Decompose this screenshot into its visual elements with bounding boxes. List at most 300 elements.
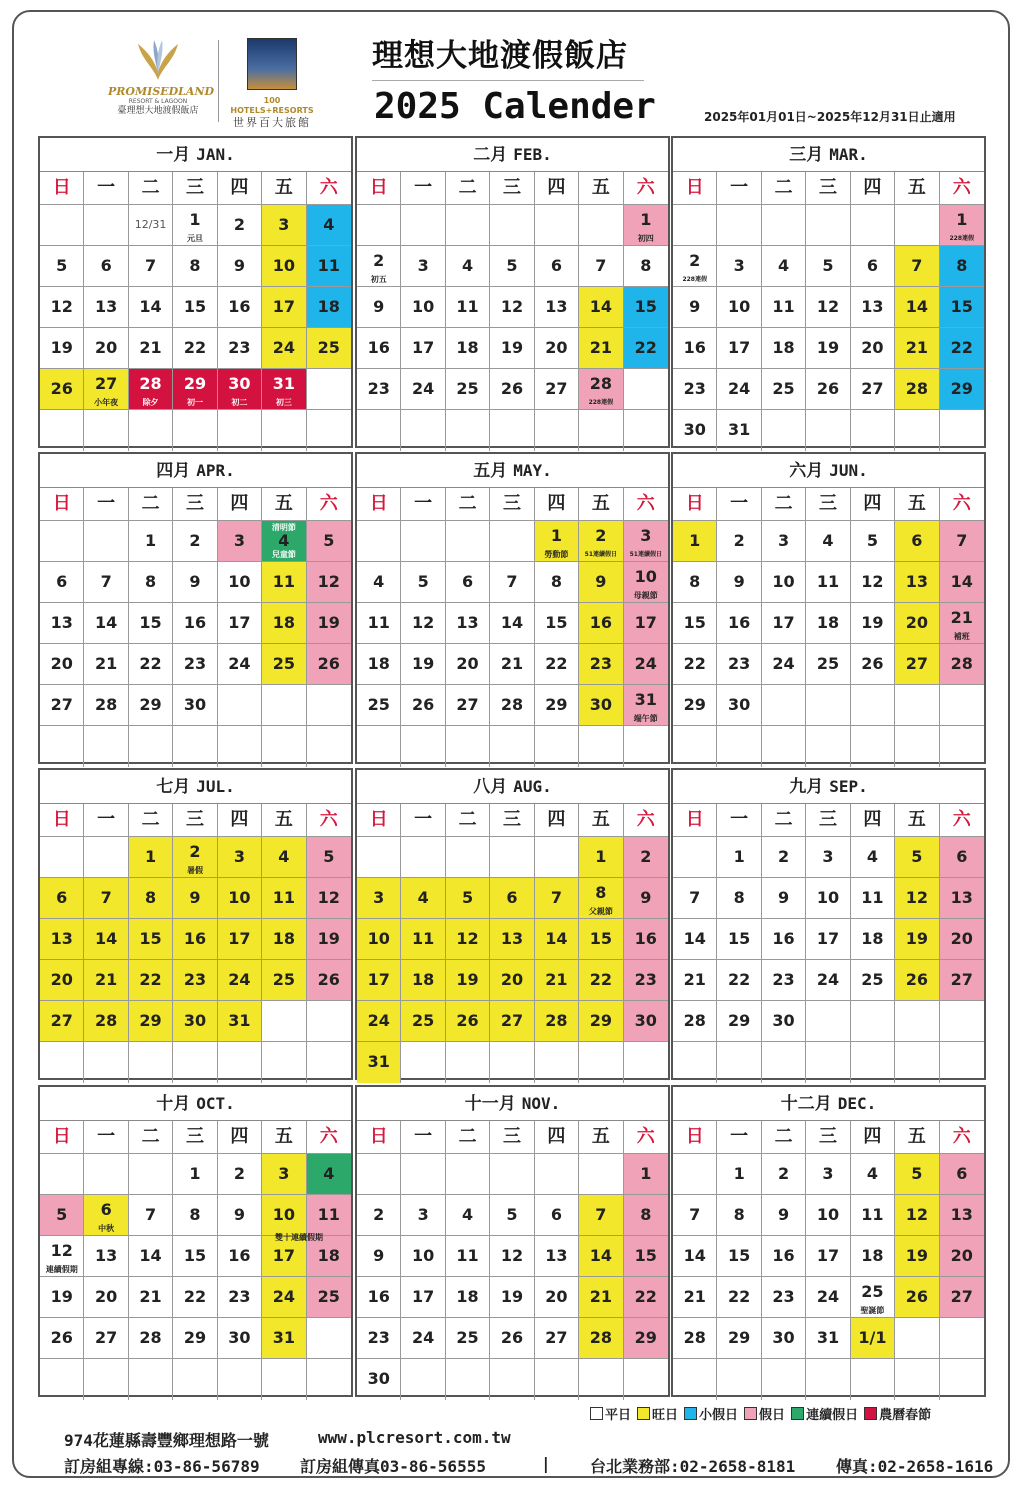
day-cell[interactable] xyxy=(762,919,806,960)
day-cell[interactable] xyxy=(762,328,806,369)
day-cell[interactable] xyxy=(806,1277,850,1318)
day-cell[interactable] xyxy=(806,1195,850,1236)
day-cell[interactable] xyxy=(895,919,939,960)
day-cell[interactable] xyxy=(579,919,623,960)
day-cell[interactable] xyxy=(84,1318,128,1359)
day-cell[interactable] xyxy=(762,1001,806,1042)
day-cell[interactable] xyxy=(446,919,490,960)
day-cell[interactable] xyxy=(84,287,128,328)
day-cell[interactable] xyxy=(307,562,351,603)
day-cell[interactable] xyxy=(129,1195,173,1236)
day-cell[interactable] xyxy=(262,960,306,1001)
day-cell[interactable] xyxy=(173,1154,217,1195)
day-cell[interactable] xyxy=(806,521,850,562)
day-cell[interactable] xyxy=(806,837,850,878)
day-cell[interactable] xyxy=(262,521,306,562)
day-cell[interactable] xyxy=(307,205,351,246)
day-cell[interactable] xyxy=(401,644,445,685)
day-cell[interactable] xyxy=(490,1236,534,1277)
day-cell[interactable] xyxy=(895,603,939,644)
day-cell[interactable] xyxy=(673,1277,717,1318)
day-cell[interactable] xyxy=(762,603,806,644)
day-cell[interactable] xyxy=(129,1277,173,1318)
day-cell[interactable] xyxy=(624,1154,668,1195)
day-cell[interactable] xyxy=(40,1277,84,1318)
day-cell[interactable] xyxy=(895,1195,939,1236)
day-cell[interactable] xyxy=(129,205,173,246)
day-cell[interactable] xyxy=(357,644,401,685)
day-cell[interactable] xyxy=(357,685,401,726)
day-cell[interactable] xyxy=(40,562,84,603)
day-cell[interactable] xyxy=(535,521,579,562)
day-cell[interactable] xyxy=(895,644,939,685)
day-cell[interactable] xyxy=(624,644,668,685)
day-cell[interactable] xyxy=(579,1277,623,1318)
day-cell[interactable] xyxy=(762,1236,806,1277)
day-cell[interactable] xyxy=(307,246,351,287)
day-cell[interactable] xyxy=(173,521,217,562)
day-cell[interactable] xyxy=(84,960,128,1001)
day-cell[interactable] xyxy=(851,1195,895,1236)
day-cell[interactable] xyxy=(535,1277,579,1318)
day-cell[interactable] xyxy=(401,1195,445,1236)
day-cell[interactable] xyxy=(717,246,761,287)
day-cell[interactable] xyxy=(84,603,128,644)
day-cell[interactable] xyxy=(262,1277,306,1318)
day-cell[interactable] xyxy=(84,1195,128,1236)
day-cell[interactable] xyxy=(218,205,262,246)
day-cell[interactable] xyxy=(262,562,306,603)
day-cell[interactable] xyxy=(624,521,668,562)
day-cell[interactable] xyxy=(624,287,668,328)
day-cell[interactable] xyxy=(262,1154,306,1195)
day-cell[interactable] xyxy=(446,287,490,328)
day-cell[interactable] xyxy=(579,521,623,562)
day-cell[interactable] xyxy=(357,1318,401,1359)
day-cell[interactable] xyxy=(717,603,761,644)
day-cell[interactable] xyxy=(357,369,401,410)
day-cell[interactable] xyxy=(579,562,623,603)
day-cell[interactable] xyxy=(446,960,490,1001)
day-cell[interactable] xyxy=(490,603,534,644)
day-cell[interactable] xyxy=(673,562,717,603)
day-cell[interactable] xyxy=(446,1277,490,1318)
day-cell[interactable] xyxy=(40,685,84,726)
day-cell[interactable] xyxy=(490,246,534,287)
day-cell[interactable] xyxy=(218,562,262,603)
day-cell[interactable] xyxy=(895,369,939,410)
day-cell[interactable] xyxy=(579,328,623,369)
day-cell[interactable] xyxy=(717,878,761,919)
day-cell[interactable] xyxy=(940,205,984,246)
day-cell[interactable] xyxy=(673,1195,717,1236)
day-cell[interactable] xyxy=(673,246,717,287)
day-cell[interactable] xyxy=(579,246,623,287)
day-cell[interactable] xyxy=(490,328,534,369)
day-cell[interactable] xyxy=(851,1277,895,1318)
day-cell[interactable] xyxy=(851,521,895,562)
day-cell[interactable] xyxy=(262,205,306,246)
day-cell[interactable] xyxy=(84,1277,128,1318)
day-cell[interactable] xyxy=(535,960,579,1001)
day-cell[interactable] xyxy=(446,644,490,685)
day-cell[interactable] xyxy=(357,1277,401,1318)
day-cell[interactable] xyxy=(357,878,401,919)
day-cell[interactable] xyxy=(40,644,84,685)
day-cell[interactable] xyxy=(173,685,217,726)
day-cell[interactable] xyxy=(446,369,490,410)
day-cell[interactable] xyxy=(579,644,623,685)
day-cell[interactable] xyxy=(173,369,217,410)
day-cell[interactable] xyxy=(262,1318,306,1359)
day-cell[interactable] xyxy=(762,287,806,328)
day-cell[interactable] xyxy=(673,1001,717,1042)
day-cell[interactable] xyxy=(357,1359,401,1400)
day-cell[interactable] xyxy=(535,369,579,410)
day-cell[interactable] xyxy=(490,1001,534,1042)
day-cell[interactable] xyxy=(84,919,128,960)
day-cell[interactable] xyxy=(218,960,262,1001)
day-cell[interactable] xyxy=(624,1277,668,1318)
day-cell[interactable] xyxy=(173,960,217,1001)
day-cell[interactable] xyxy=(895,878,939,919)
day-cell[interactable] xyxy=(806,1236,850,1277)
day-cell[interactable] xyxy=(673,287,717,328)
day-cell[interactable] xyxy=(218,1236,262,1277)
day-cell[interactable] xyxy=(218,919,262,960)
day-cell[interactable] xyxy=(940,562,984,603)
day-cell[interactable] xyxy=(401,369,445,410)
day-cell[interactable] xyxy=(307,878,351,919)
day-cell[interactable] xyxy=(940,960,984,1001)
day-cell[interactable] xyxy=(307,1195,351,1236)
day-cell[interactable] xyxy=(401,1318,445,1359)
day-cell[interactable] xyxy=(84,246,128,287)
day-cell[interactable] xyxy=(40,328,84,369)
day-cell[interactable] xyxy=(40,1318,84,1359)
day-cell[interactable] xyxy=(673,1318,717,1359)
day-cell[interactable] xyxy=(129,603,173,644)
day-cell[interactable] xyxy=(579,878,623,919)
day-cell[interactable] xyxy=(173,1195,217,1236)
day-cell[interactable] xyxy=(806,878,850,919)
day-cell[interactable] xyxy=(673,328,717,369)
day-cell[interactable] xyxy=(535,603,579,644)
day-cell[interactable] xyxy=(535,1236,579,1277)
day-cell[interactable] xyxy=(851,287,895,328)
day-cell[interactable] xyxy=(717,1236,761,1277)
day-cell[interactable] xyxy=(762,1318,806,1359)
day-cell[interactable] xyxy=(673,878,717,919)
day-cell[interactable] xyxy=(673,685,717,726)
day-cell[interactable] xyxy=(535,644,579,685)
day-cell[interactable] xyxy=(40,603,84,644)
day-cell[interactable] xyxy=(446,878,490,919)
day-cell[interactable] xyxy=(851,878,895,919)
day-cell[interactable] xyxy=(173,205,217,246)
day-cell[interactable] xyxy=(129,328,173,369)
day-cell[interactable] xyxy=(129,878,173,919)
day-cell[interactable] xyxy=(579,960,623,1001)
day-cell[interactable] xyxy=(579,287,623,328)
day-cell[interactable] xyxy=(717,410,761,451)
day-cell[interactable] xyxy=(762,369,806,410)
day-cell[interactable] xyxy=(446,328,490,369)
day-cell[interactable] xyxy=(129,1236,173,1277)
day-cell[interactable] xyxy=(129,960,173,1001)
day-cell[interactable] xyxy=(940,246,984,287)
day-cell[interactable] xyxy=(717,369,761,410)
day-cell[interactable] xyxy=(490,1195,534,1236)
day-cell[interactable] xyxy=(84,369,128,410)
day-cell[interactable] xyxy=(717,685,761,726)
day-cell[interactable] xyxy=(357,1042,401,1083)
day-cell[interactable] xyxy=(940,919,984,960)
day-cell[interactable] xyxy=(401,246,445,287)
day-cell[interactable] xyxy=(401,287,445,328)
day-cell[interactable] xyxy=(84,1236,128,1277)
day-cell[interactable] xyxy=(262,246,306,287)
day-cell[interactable] xyxy=(624,246,668,287)
day-cell[interactable] xyxy=(624,1001,668,1042)
day-cell[interactable] xyxy=(129,1318,173,1359)
day-cell[interactable] xyxy=(218,1318,262,1359)
day-cell[interactable] xyxy=(806,919,850,960)
day-cell[interactable] xyxy=(307,837,351,878)
day-cell[interactable] xyxy=(218,1001,262,1042)
day-cell[interactable] xyxy=(357,287,401,328)
day-cell[interactable] xyxy=(851,328,895,369)
day-cell[interactable] xyxy=(895,1236,939,1277)
day-cell[interactable] xyxy=(717,328,761,369)
day-cell[interactable] xyxy=(173,246,217,287)
day-cell[interactable] xyxy=(579,1001,623,1042)
day-cell[interactable] xyxy=(490,960,534,1001)
day-cell[interactable] xyxy=(262,603,306,644)
day-cell[interactable] xyxy=(851,1236,895,1277)
day-cell[interactable] xyxy=(624,685,668,726)
day-cell[interactable] xyxy=(579,603,623,644)
day-cell[interactable] xyxy=(624,1236,668,1277)
day-cell[interactable] xyxy=(357,603,401,644)
day-cell[interactable] xyxy=(490,1318,534,1359)
day-cell[interactable] xyxy=(262,328,306,369)
day-cell[interactable] xyxy=(401,1236,445,1277)
day-cell[interactable] xyxy=(129,562,173,603)
day-cell[interactable] xyxy=(535,685,579,726)
day-cell[interactable] xyxy=(40,287,84,328)
day-cell[interactable] xyxy=(401,685,445,726)
day-cell[interactable] xyxy=(806,603,850,644)
day-cell[interactable] xyxy=(401,328,445,369)
day-cell[interactable] xyxy=(762,644,806,685)
day-cell[interactable] xyxy=(40,369,84,410)
day-cell[interactable] xyxy=(129,685,173,726)
day-cell[interactable] xyxy=(851,1318,895,1359)
day-cell[interactable] xyxy=(717,521,761,562)
day-cell[interactable] xyxy=(762,960,806,1001)
day-cell[interactable] xyxy=(173,878,217,919)
day-cell[interactable] xyxy=(762,1195,806,1236)
day-cell[interactable] xyxy=(446,685,490,726)
day-cell[interactable] xyxy=(940,287,984,328)
day-cell[interactable] xyxy=(717,919,761,960)
day-cell[interactable] xyxy=(717,287,761,328)
day-cell[interactable] xyxy=(262,919,306,960)
day-cell[interactable] xyxy=(40,1195,84,1236)
day-cell[interactable] xyxy=(40,246,84,287)
day-cell[interactable] xyxy=(218,644,262,685)
day-cell[interactable] xyxy=(401,1001,445,1042)
day-cell[interactable] xyxy=(307,603,351,644)
day-cell[interactable] xyxy=(851,1154,895,1195)
day-cell[interactable] xyxy=(940,1154,984,1195)
day-cell[interactable] xyxy=(624,837,668,878)
day-cell[interactable] xyxy=(357,960,401,1001)
day-cell[interactable] xyxy=(490,878,534,919)
day-cell[interactable] xyxy=(307,521,351,562)
day-cell[interactable] xyxy=(806,1318,850,1359)
day-cell[interactable] xyxy=(307,1277,351,1318)
day-cell[interactable] xyxy=(895,1277,939,1318)
day-cell[interactable] xyxy=(490,562,534,603)
day-cell[interactable] xyxy=(173,837,217,878)
day-cell[interactable] xyxy=(490,685,534,726)
day-cell[interactable] xyxy=(173,919,217,960)
day-cell[interactable] xyxy=(357,562,401,603)
day-cell[interactable] xyxy=(401,960,445,1001)
day-cell[interactable] xyxy=(129,369,173,410)
day-cell[interactable] xyxy=(579,1318,623,1359)
day-cell[interactable] xyxy=(218,1195,262,1236)
day-cell[interactable] xyxy=(895,287,939,328)
day-cell[interactable] xyxy=(218,837,262,878)
day-cell[interactable] xyxy=(806,644,850,685)
day-cell[interactable] xyxy=(84,1001,128,1042)
day-cell[interactable] xyxy=(446,1001,490,1042)
day-cell[interactable] xyxy=(806,328,850,369)
day-cell[interactable] xyxy=(717,1154,761,1195)
day-cell[interactable] xyxy=(940,328,984,369)
day-cell[interactable] xyxy=(218,521,262,562)
day-cell[interactable] xyxy=(262,837,306,878)
day-cell[interactable] xyxy=(262,644,306,685)
day-cell[interactable] xyxy=(84,328,128,369)
day-cell[interactable] xyxy=(218,878,262,919)
day-cell[interactable] xyxy=(40,919,84,960)
day-cell[interactable] xyxy=(762,1277,806,1318)
day-cell[interactable] xyxy=(446,603,490,644)
day-cell[interactable] xyxy=(806,369,850,410)
day-cell[interactable] xyxy=(895,562,939,603)
day-cell[interactable] xyxy=(851,919,895,960)
day-cell[interactable] xyxy=(173,1318,217,1359)
day-cell[interactable] xyxy=(673,410,717,451)
day-cell[interactable] xyxy=(307,287,351,328)
day-cell[interactable] xyxy=(579,1195,623,1236)
day-cell[interactable] xyxy=(762,521,806,562)
day-cell[interactable] xyxy=(535,328,579,369)
day-cell[interactable] xyxy=(717,562,761,603)
day-cell[interactable] xyxy=(624,878,668,919)
day-cell[interactable] xyxy=(401,919,445,960)
day-cell[interactable] xyxy=(218,328,262,369)
day-cell[interactable] xyxy=(579,369,623,410)
day-cell[interactable] xyxy=(624,919,668,960)
day-cell[interactable] xyxy=(806,1154,850,1195)
day-cell[interactable] xyxy=(218,369,262,410)
day-cell[interactable] xyxy=(806,960,850,1001)
day-cell[interactable] xyxy=(218,603,262,644)
day-cell[interactable] xyxy=(940,837,984,878)
day-cell[interactable] xyxy=(717,837,761,878)
day-cell[interactable] xyxy=(218,246,262,287)
day-cell[interactable] xyxy=(490,644,534,685)
day-cell[interactable] xyxy=(401,878,445,919)
day-cell[interactable] xyxy=(535,1001,579,1042)
day-cell[interactable] xyxy=(673,369,717,410)
day-cell[interactable] xyxy=(624,1318,668,1359)
day-cell[interactable] xyxy=(717,1001,761,1042)
day-cell[interactable] xyxy=(218,1277,262,1318)
day-cell[interactable] xyxy=(895,328,939,369)
day-cell[interactable] xyxy=(129,521,173,562)
day-cell[interactable] xyxy=(940,521,984,562)
day-cell[interactable] xyxy=(40,1001,84,1042)
day-cell[interactable] xyxy=(851,246,895,287)
day-cell[interactable] xyxy=(40,960,84,1001)
day-cell[interactable] xyxy=(851,960,895,1001)
day-cell[interactable] xyxy=(173,1277,217,1318)
day-cell[interactable] xyxy=(762,878,806,919)
day-cell[interactable] xyxy=(173,287,217,328)
day-cell[interactable] xyxy=(895,960,939,1001)
day-cell[interactable] xyxy=(624,603,668,644)
day-cell[interactable] xyxy=(490,1277,534,1318)
day-cell[interactable] xyxy=(84,685,128,726)
day-cell[interactable] xyxy=(895,1154,939,1195)
day-cell[interactable] xyxy=(579,685,623,726)
day-cell[interactable] xyxy=(173,603,217,644)
day-cell[interactable] xyxy=(624,960,668,1001)
day-cell[interactable] xyxy=(624,328,668,369)
day-cell[interactable] xyxy=(940,644,984,685)
day-cell[interactable] xyxy=(579,1236,623,1277)
day-cell[interactable] xyxy=(446,1318,490,1359)
day-cell[interactable] xyxy=(84,878,128,919)
day-cell[interactable] xyxy=(490,919,534,960)
day-cell[interactable] xyxy=(535,287,579,328)
day-cell[interactable] xyxy=(490,369,534,410)
day-cell[interactable] xyxy=(673,960,717,1001)
day-cell[interactable] xyxy=(762,246,806,287)
day-cell[interactable] xyxy=(357,246,401,287)
day-cell[interactable] xyxy=(851,837,895,878)
day-cell[interactable] xyxy=(673,644,717,685)
day-cell[interactable] xyxy=(940,603,984,644)
day-cell[interactable] xyxy=(535,878,579,919)
day-cell[interactable] xyxy=(173,1001,217,1042)
day-cell[interactable] xyxy=(173,644,217,685)
day-cell[interactable] xyxy=(262,287,306,328)
day-cell[interactable] xyxy=(262,1195,306,1236)
day-cell[interactable] xyxy=(624,562,668,603)
day-cell[interactable] xyxy=(762,1154,806,1195)
day-cell[interactable] xyxy=(129,644,173,685)
day-cell[interactable] xyxy=(624,205,668,246)
day-cell[interactable] xyxy=(173,562,217,603)
day-cell[interactable] xyxy=(401,603,445,644)
